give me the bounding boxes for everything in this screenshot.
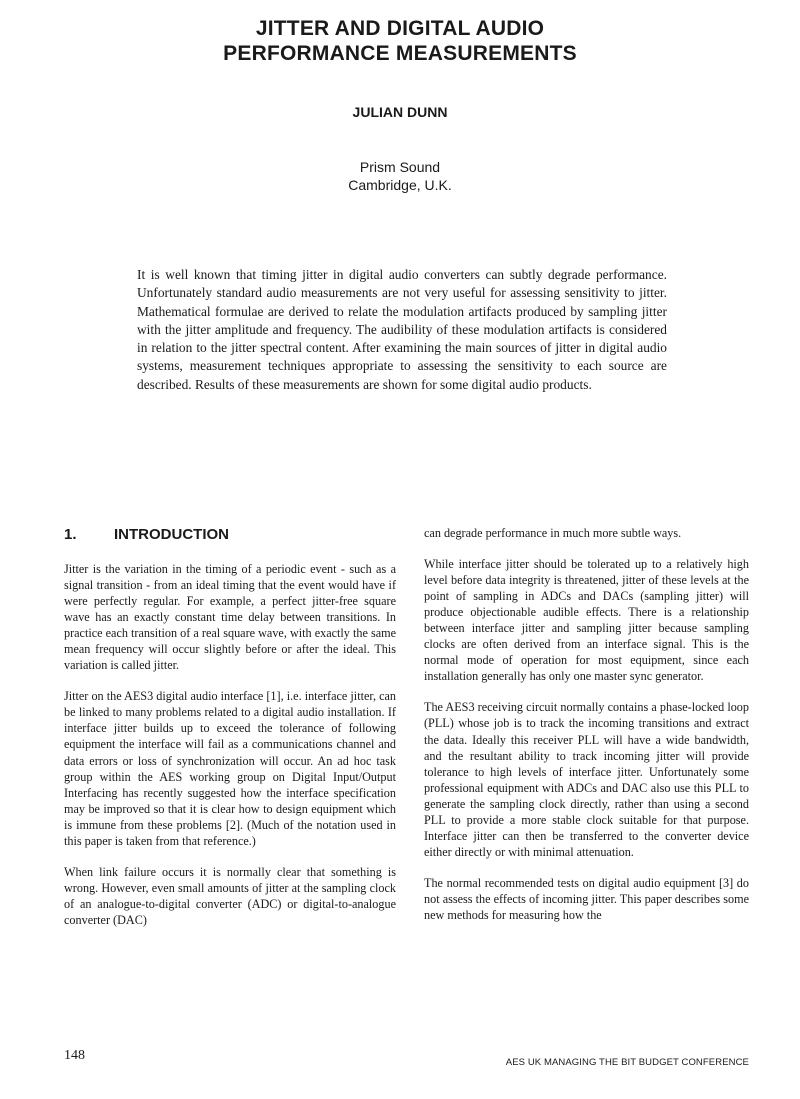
conference-name: AES UK MANAGING THE BIT BUDGET CONFERENCE bbox=[505, 1057, 749, 1068]
paper-title bbox=[0, 16, 800, 66]
paragraph: Jitter on the AES3 digital audio interface [1], i.e. interface jitter, can be linked to many problems related to a digital audio installation. If interface jitter builds up to exceed the tolerance of following equipment the interface will fail as a communications channel and data errors or loss of synchronization will occur. An ad hoc task group within the AES working group on Digital Input/Output Interfacing has recently suggested how the interface specification may be improved so that it is clear how to design equipment which is immune from these problems [2]. (Much of the notation used in this paper is taken from that reference.) bbox=[64, 689, 396, 848]
affiliation-organization: Prism Sound bbox=[359, 159, 441, 175]
affiliation bbox=[0, 158, 800, 194]
left-column bbox=[64, 525, 396, 943]
paragraph: The AES3 receiving circuit normally contains a phase-locked loop (PLL) whose job is to track the incoming transitions and extract the data. Ideally this receiver PLL will have a wide bandwidth, and the resultant ability to track incoming jitter will provide tolerance to high levels of interface jitter. Unfortunately some professional equipment with ADCs and DAC also use this PLL to generate the sampling clock directly, rather than using a second PLL to provide a more stable clock suitable for that purpose. Interface jitter can then be transferred to the converter device either directly or with minimal attenuation. bbox=[424, 700, 749, 859]
right-column bbox=[424, 525, 749, 938]
section-number: 1. bbox=[64, 526, 77, 543]
section-title: INTRODUCTION bbox=[114, 526, 229, 543]
paragraph: can degrade performance in much more subtle ways. bbox=[424, 526, 682, 540]
title-line-2: PERFORMANCE MEASUREMENTS bbox=[223, 42, 577, 65]
affiliation-location: Cambridge, U.K. bbox=[348, 177, 452, 193]
title-line-1: JITTER AND DIGITAL AUDIO bbox=[255, 17, 545, 40]
paragraph: Jitter is the variation in the timing of a periodic event - such as a signal transition - from an ideal timing that the event would have if were perfectly regular. For example, a perfect jitter-free square wave has an exactly constant time delay between transitions. In practice each transition of a real square wave, with exactly the same mean frequency will occur slightly before or after the ideal. This variation is called jitter. bbox=[64, 562, 396, 673]
paragraph: While interface jitter should be tolerated up to a relatively high level before data integrity is threatened, jitter of these levels at the point of sampling in ADCs and DACs (sampling jitter) will produce objectionable audible effects. There is a relationship between interface jitter and sampling jitter because sampling clocks are often derived from an interface signal. This is the normal mode of operation for most equipment, since each installation generally has only one master sync generator. bbox=[424, 557, 749, 684]
section-heading bbox=[64, 525, 396, 545]
paragraph: The normal recommended tests on digital audio equipment [3] do not assess the effects of incoming jitter. This paper describes some new methods for measuring how the bbox=[424, 875, 749, 922]
abstract: It is well known that timing jitter in digital audio converters can subtly degrade performance. Unfortunately standard audio measurements are not very useful for assessing sensitivity to jitter. Mathematical formulae are derived to relate the modulation artifacts produced by sampling jitter with the jitter amplitude and frequency. The audibility of these modulation artifacts is considered in relation to the jitter spectral content. After examining the main sources of jitter in digital audio systems, measurement techniques appropriate to assessing the sensitivity to each source are described. Results of these measurements are shown for some digital audio products. bbox=[137, 267, 667, 392]
author-name: JULIAN DUNN bbox=[352, 104, 448, 120]
page-number: 148 bbox=[64, 1048, 85, 1063]
paragraph: When link failure occurs it is normally clear that something is wrong. However, even small amounts of jitter at the sampling clock of an analogue-to-digital converter (ADC) or digital-to-analogue converter (DAC) bbox=[64, 864, 396, 927]
